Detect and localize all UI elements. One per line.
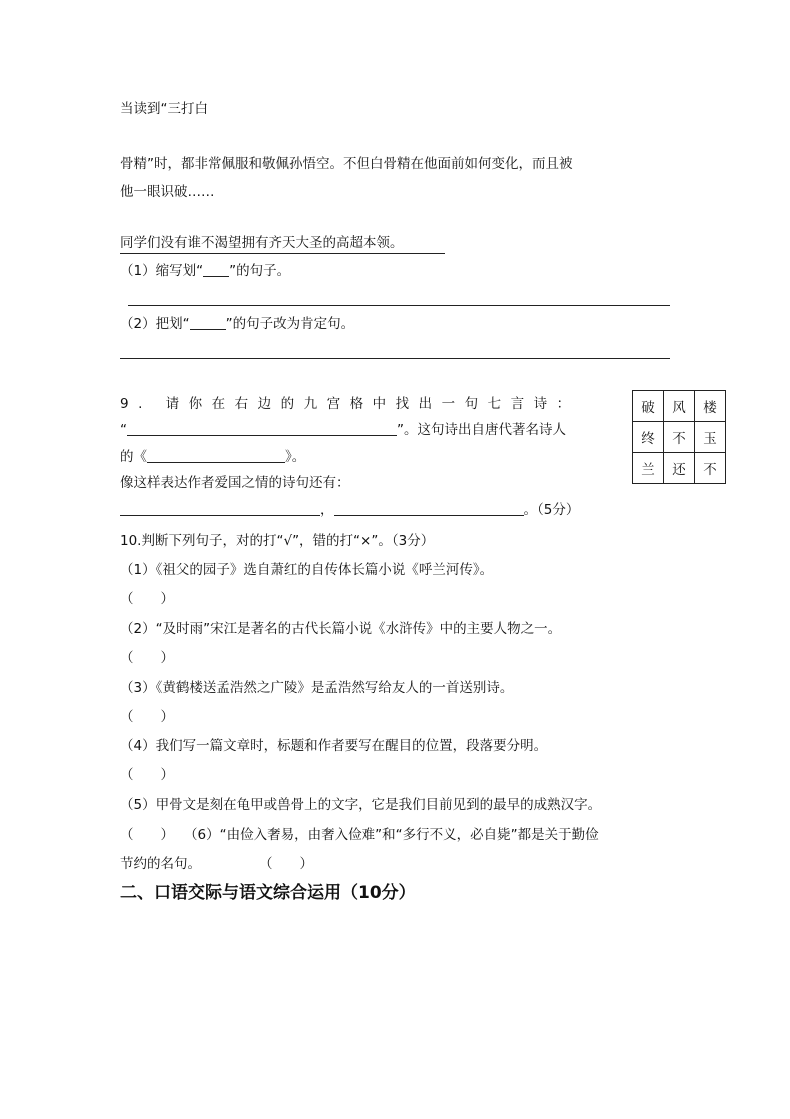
answer-paren-5[interactable]: （ ） — [120, 827, 174, 843]
q9-line-1: 9. 请你在右边的九宫格中找出一句七言诗： — [120, 396, 580, 412]
q10-row-6 — [120, 826, 599, 844]
answer-paren-2[interactable]: （ ） — [120, 650, 174, 666]
grid-cell: 楼 — [695, 391, 726, 422]
q10-item-3: （3）《黄鹤楼送孟浩然之广陵》是孟浩然写给友人的一首送别诗。 — [120, 680, 514, 696]
passage-line-3: 他一眼识破…… — [120, 184, 215, 200]
answer-paren-6[interactable]: （ ） — [259, 856, 313, 872]
q10-item-6-cont: 节约的名句。 — [120, 856, 201, 872]
q10-item-5: （5）甲骨文是刻在龟甲或兽骨上的文字，它是我们目前见到的最早的成熟汉字。 — [120, 797, 602, 813]
q10-item-4: （4）我们写一篇文章时，标题和作者要写在醒目的位置，段落要分明。 — [120, 738, 548, 754]
q9-poem-blank[interactable] — [127, 421, 397, 436]
q10-title: 10.判断下列句子，对的打“√”，错的打“×”。（3分） — [120, 533, 435, 549]
q9-verse-blank-2[interactable] — [334, 501, 524, 516]
q9-line-2: “ ”。这句诗出自唐代著名诗人 — [120, 422, 566, 438]
grid-cell: 破 — [633, 391, 664, 422]
q8-sub-1: （1）缩写划“ ”的句子。 — [120, 263, 291, 279]
q9-line-4: 像这样表达作者爱国之情的诗句还有： — [120, 475, 350, 491]
q8-answer-line-1[interactable] — [128, 305, 670, 306]
grid-cell: 不 — [695, 453, 726, 484]
passage-underline — [120, 253, 445, 254]
grid-cell: 玉 — [695, 422, 726, 453]
grid-cell: 风 — [664, 391, 695, 422]
q8-sub-2: （2）把划“ ”的句子改为肯定句。 — [120, 316, 355, 332]
grid-cell: 兰 — [633, 453, 664, 484]
grid-cell: 还 — [664, 453, 695, 484]
passage-line-1: 当读到“三打白 — [120, 101, 208, 117]
q10-item-1: （1）《祖父的园子》选自萧红的自传体长篇小说《呼兰河传》。 — [120, 562, 494, 578]
passage-line-4: 同学们没有谁不渴望拥有齐天大圣的高超本领。 — [120, 235, 404, 251]
q9-line-3: 的《 》。 — [120, 449, 306, 465]
q10-item-2: （2）“及时雨”宋江是著名的古代长篇小说《水浒传》中的主要人物之一。 — [120, 621, 562, 637]
grid-cell: 不 — [664, 422, 695, 453]
q8-sub-1-mark-blank — [203, 262, 229, 277]
answer-paren-4[interactable]: （ ） — [120, 767, 174, 783]
q8-answer-line-2[interactable] — [120, 358, 670, 359]
answer-paren-3[interactable]: （ ） — [120, 709, 174, 725]
q10-row-6-cont — [120, 855, 313, 873]
q9-verse-blank-1[interactable] — [120, 501, 320, 516]
nine-grid — [632, 390, 726, 484]
q9-line-5: ， 。（5分） — [120, 501, 579, 519]
q9-poet-blank[interactable] — [147, 448, 285, 463]
q8-sub-2-mark-blank — [190, 315, 226, 330]
answer-paren-1[interactable]: （ ） — [120, 591, 174, 607]
grid-cell: 终 — [633, 422, 664, 453]
section-2-heading: 二、口语交际与语文综合运用（10分） — [120, 883, 416, 903]
passage-line-2: 骨精”时，都非常佩服和敬佩孙悟空。不但白骨精在他面前如何变化，而且被 — [120, 156, 573, 172]
q10-item-6: （6）“由俭入奢易，由奢入俭难”和“多行不义，必自毙”都是关于勤俭 — [184, 827, 599, 843]
